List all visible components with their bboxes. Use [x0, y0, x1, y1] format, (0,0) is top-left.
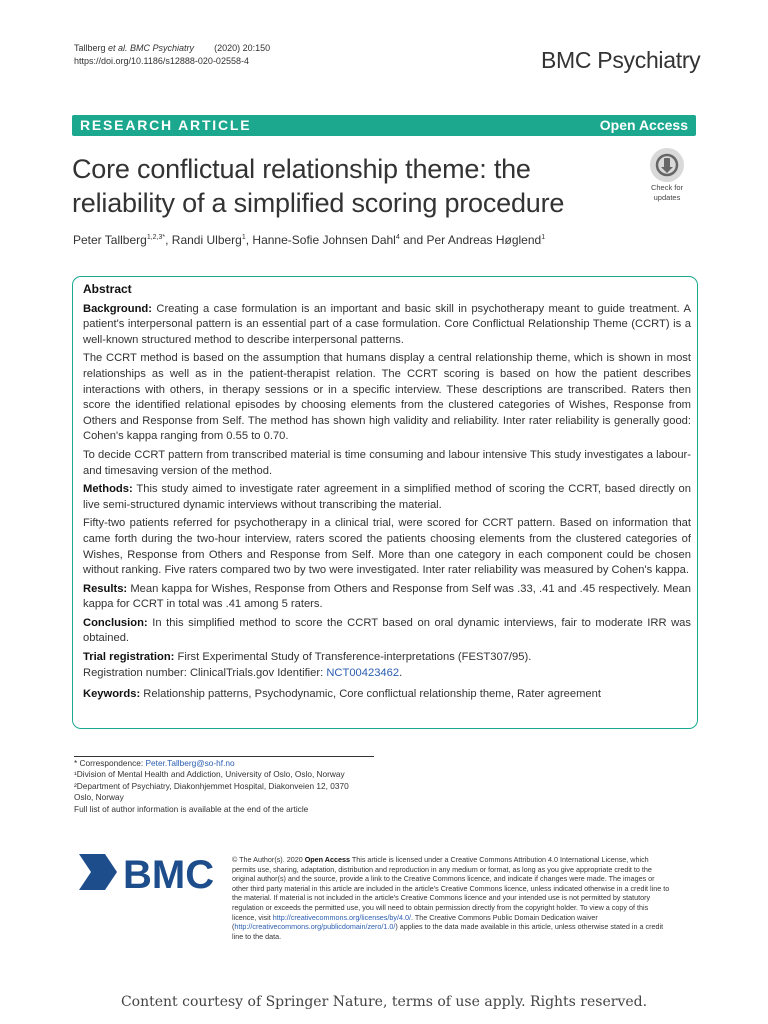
author-affiliation: 1: [541, 234, 546, 241]
cc-zero-link[interactable]: http://creativecommons.org/publicdomain/zero/1.0/: [234, 922, 396, 932]
open-access-label-small: Open Access: [304, 855, 350, 864]
check-for-updates-icon: [650, 148, 684, 182]
nct-link[interactable]: NCT00423462: [326, 666, 400, 679]
abstract-box: [72, 276, 698, 729]
article-type-label: RESEARCH ARTICLE: [80, 117, 252, 133]
author-name: Per Andreas Høglend: [426, 233, 542, 247]
keywords-label: Keywords:: [83, 688, 141, 701]
methods-label: Methods:: [83, 483, 133, 496]
conclusion-label: Conclusion:: [83, 616, 148, 629]
footnotes: [74, 756, 374, 815]
citation-block: [74, 42, 270, 68]
citation-year-volume: (2020) 20:150: [214, 43, 271, 53]
check-for-updates-badge[interactable]: [642, 148, 692, 202]
correspondence-email[interactable]: Peter.Tallberg@so-hf.no: [145, 758, 235, 768]
abstract-methods: [83, 482, 691, 513]
abstract-keywords: [83, 687, 691, 703]
license-body-2: . The Creative Commons Public Domain Dedication waiver (: [232, 912, 598, 932]
abstract-background-3: To decide CCRT pattern from transcribed material is time consuming and labour intensive This study investigates a labour- and timesaving version of the method.: [83, 448, 691, 477]
journal-brand: BMC Psychiatry: [541, 47, 701, 73]
bmc-logo-text: BMC: [123, 853, 215, 894]
affiliation-2: ²Department of Psychiatry, Diakonhjemmet Hospital, Diakonveien 12, 0370: [74, 780, 349, 791]
affiliation-1: ¹Division of Mental Health and Addiction, University of Oslo, Oslo, Norway: [74, 769, 345, 780]
abstract-background: [83, 302, 691, 349]
author-affiliation: 4: [395, 234, 400, 241]
copyright-text: © The Author(s). 2020: [232, 855, 305, 864]
abstract-results: [83, 582, 691, 613]
footnote-rule: [74, 756, 374, 757]
author-list: Peter Tallberg$^{1,2,3*}$, Randi Ulberg$^1$, Hanne-Sofie Johnsen Dahl$^4$ and Per Andreas Høglend$^1$: [73, 233, 546, 247]
trial-text: First Experimental Study of Transference-interpretations (FEST307/95).: [174, 651, 532, 664]
abstract-conclusion: [83, 616, 691, 647]
cc-by-link[interactable]: http://creativecommons.org/licenses/by/4.0/: [272, 912, 411, 922]
correspondence-label: * Correspondence:: [74, 758, 146, 768]
license-body-1: This article is licensed under a Creative Commons Attribution 4.0 International License, which permits use, sharing, adaptation, distribution and reproduction in any medium or format, as long as you give appropriate credit to the original author(s) and the source, provide a link to the Creative Commons licence, and indicate if changes were made. The images or other third party material in this article are included in the article's Creative Commons licence, unless indicated otherwise in a credit line to the material. If material is not included in the article's Creative Commons licence and your intended use is not permitted by statutory regulation or exceeds the permitted use, you will need to obtain permission directly from the copyright holder. To view a copy of this licence, visit: [232, 855, 670, 922]
doi-link[interactable]: https://doi.org/10.1186/s12888-020-02558-4: [74, 56, 249, 66]
abstract-trial: [83, 650, 691, 681]
bmc-logo: [77, 850, 222, 894]
open-access-label: Open Access: [599, 117, 688, 133]
results-text: Mean kappa for Wishes, Response from Others and Response from Self was .33, .41 and .45 respectively. Mean kappa for CCRT in total was .41 among 5 raters.: [83, 582, 691, 611]
license-text: [232, 855, 672, 941]
author-name: Hanne-Sofie Johnsen Dahl: [252, 233, 396, 247]
author-name: Peter Tallberg: [73, 233, 147, 247]
full-author-info-note: Full list of author information is available at the end of the article: [74, 803, 309, 814]
badge-text-line1: Check for: [650, 183, 684, 192]
citation-author: Tallberg: [74, 43, 109, 53]
results-label: Results:: [83, 582, 128, 595]
registration-text: Registration number: ClinicalTrials.gov Identifier:: [83, 666, 327, 679]
correspondence: [74, 758, 374, 769]
author-affiliation: 1,2,3*: [146, 234, 166, 241]
conclusion-text: In this simplified method to score the CCRT based on oral dynamic interviews, fair to moderate IRR was obtained.: [83, 616, 691, 645]
citation-line: [74, 42, 270, 55]
article-type-banner: [72, 115, 696, 136]
keywords-text: Relationship patterns, Psychodynamic, Core conflictual relationship theme, Rater agreement: [140, 688, 601, 701]
affiliation-2-cont: Oslo, Norway: [74, 792, 124, 803]
abstract-methods-2: Fifty-two patients referred for psychotherapy in a clinical trial, were scored for CCRT pattern. Based on information that came forth during the two-hour interview, raters scored the patients choosing elements from the clustered categories of Wishes, Response from Others and Response from Self. More than one category in each component could be chosen without ranking. Five raters compared two by two were investigated. Inter rater reliability was measured by Cohen's kappa.: [83, 517, 691, 577]
abstract-heading: Abstract: [83, 282, 132, 296]
license-body-3: ) applies to the data made available in this article, unless otherwise stated in a credit line to the data.: [232, 922, 664, 941]
citation-journal: et al. BMC Psychiatry: [108, 43, 195, 53]
abstract-background-2: The CCRT method is based on the assumption that humans display a central relationship theme, which is shown in most relationships as well as in the patient-therapist relation. The CCRT scoring is based on how the patient describes interactions with others, in therapy sessions or in a specific interview. These descriptions are transcribed. Raters then score the identified relational episodes by choosing elements from the clustered categories of Wishes, Response from Others and Response from Self. The method has shown high validity and reliability. Inter rater reliability is generally good: Cohen's kappa ranging from 0.55 to 0.70.: [83, 352, 691, 443]
author-name: Randi Ulberg: [171, 233, 242, 247]
courtesy-footer: Content courtesy of Springer Nature, terms of use apply. Rights reserved.: [120, 994, 648, 1010]
methods-text: This study aimed to investigate rater agreement in a simplified method of scoring the CCRT, based directly on live semi-structured dynamic interviews without transcribing the material.: [83, 483, 691, 511]
registration-period: .: [399, 666, 403, 679]
author-affiliation: 1: [241, 234, 246, 241]
badge-text-line2: updates: [653, 193, 681, 202]
background-text: Creating a case formulation is an important and basic skill in psychotherapy meant to guide treatment. A patient's interpersonal pattern is an essential part of a case formulation. Core Conflictual Relationship Theme (CCRT) is a well-known structured method to describe interpersonal patterns.: [83, 302, 691, 346]
article-title: Core conflictual relationship theme: the reliability of a simplified scoring procedure: [72, 154, 565, 218]
trial-label: Trial registration:: [83, 651, 175, 664]
background-label: Background:: [83, 302, 152, 315]
